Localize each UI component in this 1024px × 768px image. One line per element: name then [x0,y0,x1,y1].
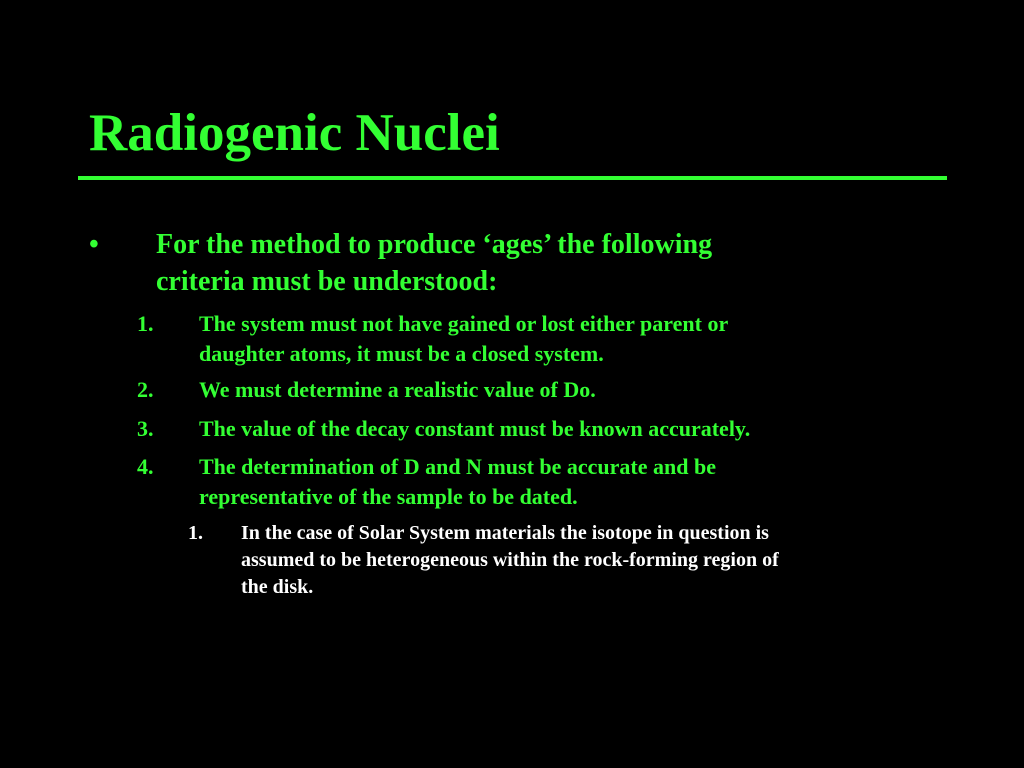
criterion-text-line: The system must not have gained or lost either parent or [199,311,729,336]
slide-title: Radiogenic Nuclei [89,104,500,162]
subcriterion-number: 1. [188,522,203,544]
criterion-text-line: The value of the decay constant must be known accurately. [199,416,751,441]
bullet-marker: • [89,229,99,260]
criterion-text-line: daughter atoms, it must be a closed system. [199,341,604,366]
subcriterion-text-line: In the case of Solar System materials the isotope in question is [241,522,769,544]
subcriterion-text-line: the disk. [241,576,314,598]
bullet-text-line: criteria must be understood: [156,266,498,297]
criterion-text-line: We must determine a realistic value of Do. [199,377,596,402]
criterion-number: 1. [137,311,154,336]
criterion-number: 2. [137,377,154,402]
criterion-text-line: representative of the sample to be dated. [199,484,578,509]
criterion-text-line: The determination of D and N must be accurate and be [199,454,716,479]
title-underline [78,176,947,180]
bullet-text-line: For the method to produce ‘ages’ the following [156,229,713,260]
subcriterion-text-line: assumed to be heterogeneous within the rock-forming region of [241,549,779,571]
criterion-number: 4. [137,454,154,479]
criterion-number: 3. [137,416,154,441]
